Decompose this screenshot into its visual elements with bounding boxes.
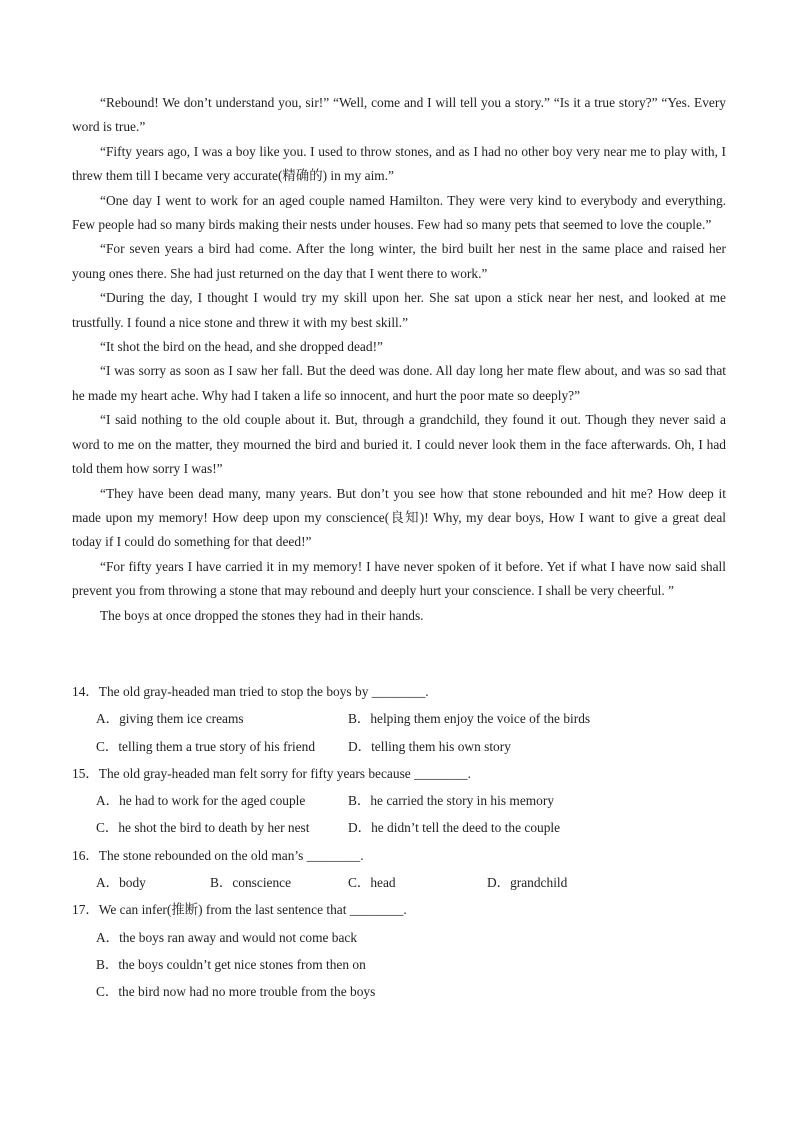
options-row (96, 816, 726, 840)
option-b[interactable] (348, 789, 600, 813)
options-row (96, 980, 726, 1004)
passage-paragraph: “For fifty years I have carried it in my memory! I have never spoken of it before. Yet if what I have now said shall prevent you from throwing a stone that may rebound and deeply hurt your conscience. I shall be very cheerful. ” (72, 558, 726, 599)
option-text: the bird now had no more trouble from the boys (118, 984, 376, 1000)
options-row (96, 735, 726, 759)
reading-passage (72, 91, 726, 628)
option-letter: C． (348, 875, 371, 891)
option-letter: C． (96, 820, 119, 836)
option-letter: C． (96, 984, 119, 1000)
option-text: telling them his own story (371, 738, 511, 754)
option-letter: A． (96, 793, 120, 809)
option-d[interactable] (348, 816, 600, 840)
question-stem-14: 14．The old gray-headed man tried to stop the boys by ________. (72, 684, 429, 699)
option-letter: D． (487, 875, 511, 891)
option-c[interactable] (96, 735, 348, 759)
option-letter: B． (96, 956, 119, 972)
passage-paragraph: “For seven years a bird had come. After the long winter, the bird built her nest in the same place and raised her young ones there. She had just returned on the day that I went there to work.” (72, 241, 726, 281)
question-stem-16: 16．The stone rebounded on the old man’s ________. (72, 847, 364, 863)
passage-paragraph: The boys at once dropped the stones they had in their hands. (100, 607, 424, 623)
option-letter: D． (348, 738, 372, 754)
option-b[interactable] (348, 707, 600, 731)
passage-paragraph: “During the day, I thought I would try my skill upon her. She sat upon a stick near her nest, and looked at me trustfully. I found a nice stone and threw it with my best skill.” (72, 290, 726, 330)
passage-paragraph: “Rebound! We don’t understand you, sir!” “Well, come and I will tell you a story.” “Is it a true story?” “Yes. Every word is true.” (72, 95, 726, 135)
option-b[interactable] (96, 953, 696, 977)
passage-paragraph: “They have been dead many, many years. But don’t you see how that stone rebounded and hit me? How deep it made upon my memory! How deep upon my conscience(良知)! Why, my dear boys, How I want to give a great deal today if I could do something for that deed!” (72, 485, 726, 550)
option-d[interactable] (348, 735, 600, 759)
option-a[interactable] (96, 789, 348, 813)
options-row (96, 926, 726, 950)
option-a[interactable] (96, 871, 210, 895)
option-text: helping them enjoy the voice of the birds (370, 711, 591, 727)
option-c[interactable] (348, 871, 487, 895)
option-letter: B． (348, 711, 371, 727)
option-text: conscience (232, 875, 292, 891)
option-letter: A． (96, 711, 120, 727)
option-text: the boys ran away and would not come back (119, 929, 358, 945)
question-stem-15: 15．The old gray-headed man felt sorry for fifty years because ________. (72, 765, 471, 781)
option-letter: B． (210, 875, 233, 891)
options-row (96, 707, 726, 731)
option-d[interactable] (487, 871, 567, 895)
option-c[interactable] (96, 980, 696, 1004)
option-text: telling them a true story of his friend (118, 738, 316, 754)
question-stem-17: 17．We can infer(推断) from the last sentence that ________. (72, 902, 407, 918)
passage-paragraph: “It shot the bird on the head, and she dropped dead!” (100, 339, 383, 355)
passage-paragraph: “I said nothing to the old couple about it. But, through a grandchild, they found it out. Though they never said a word to me on the matter, they mourned the bird and buried it. I could never look them in the face afterwards. Oh, I had told them how sorry I was!” (72, 412, 726, 477)
passage-paragraph: “Fifty years ago, I was a boy like you. I used to throw stones, and as I had no other boy very near me to play with, I threw them till I became very accurate(精确的) in my aim.” (72, 143, 726, 184)
option-text: head (370, 875, 396, 891)
options-row (96, 789, 726, 813)
option-letter: C． (96, 738, 119, 754)
option-text: grandchild (510, 875, 568, 891)
option-text: he shot the bird to death by her nest (118, 820, 310, 836)
passage-paragraph: “I was sorry as soon as I saw her fall. But the deed was done. All day long her mate flew about, and was so sad that he made my heart ache. Why had I taken a life so innocent, and hurt the poor mate so deeply?” (72, 363, 726, 403)
option-text: giving them ice creams (119, 711, 244, 727)
option-c[interactable] (96, 816, 348, 840)
option-text: he had to work for the aged couple (119, 793, 306, 809)
option-text: the boys couldn’t get nice stones from then on (118, 956, 366, 972)
option-text: he didn’t tell the deed to the couple (371, 820, 561, 836)
option-text: body (119, 875, 146, 891)
option-letter: B． (348, 793, 371, 809)
option-a[interactable] (96, 707, 348, 731)
option-letter: D． (348, 820, 372, 836)
passage-paragraph: “One day I went to work for an aged couple named Hamilton. They were very kind to everybody and everything. Few people had so many birds making their nests under houses. Few had so many pets that seemed to love the couple.” (72, 192, 726, 233)
option-text: he carried the story in his memory (370, 793, 555, 809)
question-list (72, 680, 726, 1008)
option-letter: A． (96, 929, 120, 945)
options-row (96, 953, 726, 977)
option-b[interactable] (210, 871, 348, 895)
options-row (96, 871, 726, 895)
option-a[interactable] (96, 926, 696, 950)
option-letter: A． (96, 875, 120, 891)
